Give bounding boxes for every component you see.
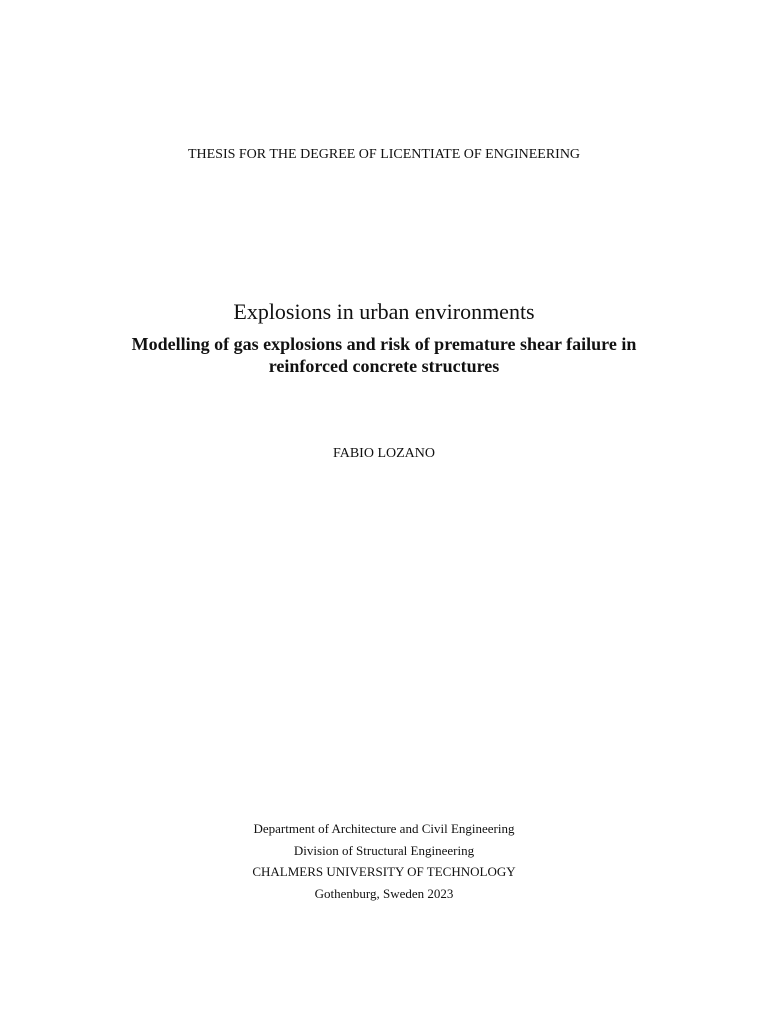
subtitle-line-2: reinforced concrete structures [268,356,500,376]
subtitle-line-1: Modelling of gas explosions and risk of premature shear failure in [131,334,637,354]
thesis-subtitle [0,333,768,377]
department-name: Department of Architecture and Civil Engineering [253,821,515,836]
division-name: Division of Structural Engineering [293,842,475,858]
location-year: Gothenburg, Sweden 2023 [314,885,454,901]
thesis-title: Explosions in urban environments [233,299,535,324]
affiliation-block [0,818,768,904]
author-name: FABIO LOZANO [332,446,435,461]
degree-line: THESIS FOR THE DEGREE OF LICENTIATE OF ENGINEERING [187,147,581,162]
university-name: CHALMERS UNIVERSITY OF TECHNOLOGY [252,864,516,879]
